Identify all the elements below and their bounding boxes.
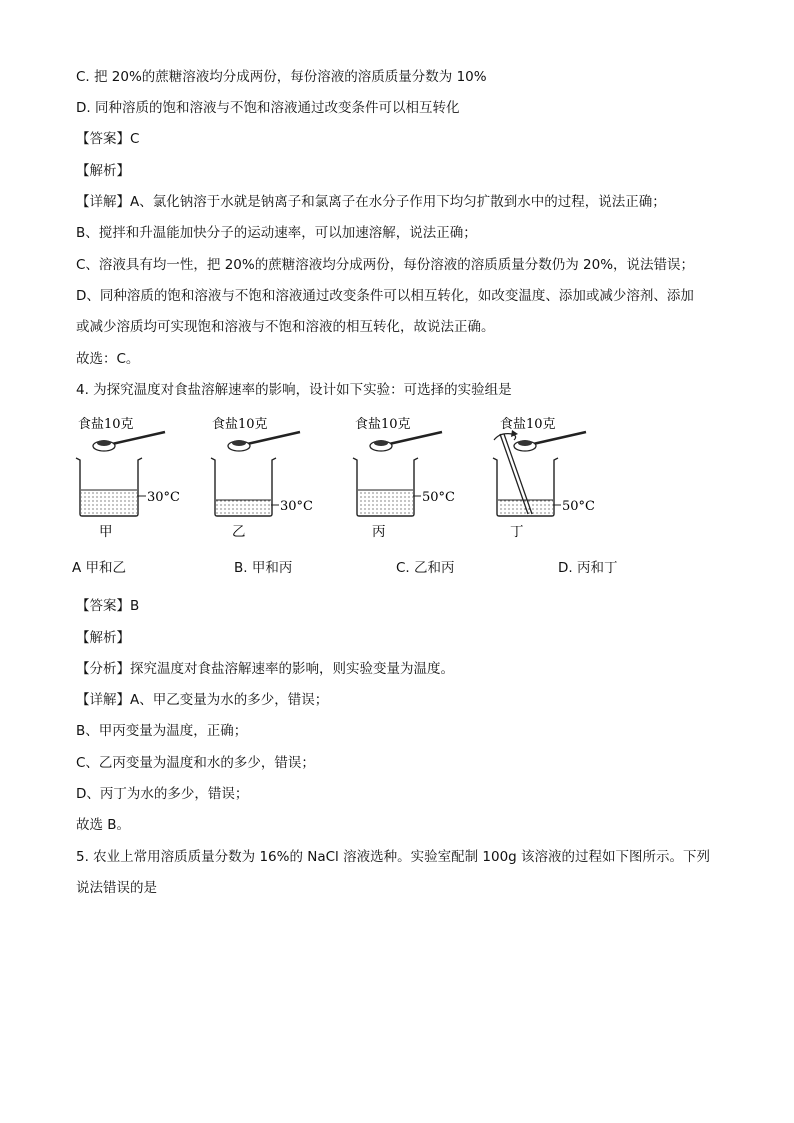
q3-detail-a: 【详解】A、氯化钠溶于水就是钠离子和氯离子在水分子作用下均匀扩散到水中的过程，说法正确；	[76, 194, 666, 210]
q4-fenxi: 【分析】探究温度对食盐溶解速率的影响，则实验变量为温度。	[76, 661, 454, 677]
q4-analysis-heading: 【解析】	[76, 630, 130, 646]
q3-analysis-heading: 【解析】	[76, 163, 130, 179]
q4-option-a: A 甲和乙	[72, 560, 127, 576]
salt-label-ding: 食盐10克	[500, 417, 556, 432]
experiment-figure	[0, 404, 794, 550]
q4-detail-b: B、甲丙变量为温度，正确；	[76, 723, 248, 739]
q3-option-c: C. 把 20%的蔗糖溶液均分成两份，每份溶液的溶质质量分数为 10%	[76, 69, 487, 85]
q3-detail-b: B、搅拌和升温能加快分子的运动速率，可以加速溶解，说法正确；	[76, 225, 477, 241]
q5-stem-line2: 说法错误的是	[76, 880, 157, 896]
salt-label-bing: 食盐10克	[355, 417, 411, 432]
q4-final-choice: 故选 B。	[76, 817, 131, 833]
q3-detail-d-line1: D、同种溶质的饱和溶液与不饱和溶液通过改变条件可以相互转化，如改变温度、添加或减少溶剂、添加	[76, 288, 694, 304]
q4-detail-a: 【详解】A、甲乙变量为水的多少，错误；	[76, 692, 329, 708]
beaker-yi	[211, 416, 313, 540]
q4-detail-c: C、乙丙变量为温度和水的多少，错误；	[76, 755, 315, 771]
beaker-name-bing: 丙	[372, 524, 386, 540]
q4-detail-d: D、丙丁为水的多少，错误；	[76, 786, 249, 802]
q4-option-c: C. 乙和丙	[396, 560, 455, 576]
salt-label-yi: 食盐10克	[212, 417, 268, 432]
q4-option-b: B. 甲和丙	[234, 560, 293, 576]
temp-label-yi: 30°C	[280, 499, 313, 514]
beaker-name-jia: 甲	[99, 524, 113, 540]
q5-stem-line1: 5. 农业上常用溶质质量分数为 16%的 NaCl 溶液选种。实验室配制 100g 该溶液的过程如下图所示。下列	[76, 849, 711, 865]
q4-answer: 【答案】B	[76, 598, 140, 614]
spoon-icon	[514, 432, 586, 451]
beaker-jia	[76, 416, 180, 540]
q3-detail-d-line2: 或减少溶质均可实现饱和溶液与不饱和溶液的相互转化，故说法正确。	[76, 319, 495, 335]
spoon-icon	[93, 432, 165, 451]
spoon-icon	[228, 432, 300, 451]
q3-detail-c: C、溶液具有均一性，把 20%的蔗糖溶液均分成两份，每份溶液的溶质质量分数仍为 20%，说法错误；	[76, 257, 695, 273]
beaker-name-ding: 丁	[510, 524, 524, 540]
beaker-name-yi: 乙	[232, 524, 246, 540]
temp-label-ding: 50°C	[562, 499, 595, 514]
beaker-ding	[493, 416, 595, 540]
q4-stem: 4. 为探究温度对食盐溶解速率的影响，设计如下实验：可选择的实验组是	[76, 382, 512, 398]
q3-answer: 【答案】C	[76, 131, 140, 147]
q4-option-d: D. 丙和丁	[558, 560, 618, 576]
salt-label-jia: 食盐10克	[78, 417, 134, 432]
q3-option-d: D. 同种溶质的饱和溶液与不饱和溶液通过改变条件可以相互转化	[76, 100, 460, 116]
beaker-bing	[353, 416, 455, 540]
temp-label-bing: 50°C	[422, 490, 455, 505]
temp-label-jia: 30°C	[147, 490, 180, 505]
spoon-icon	[370, 432, 442, 451]
q3-final-choice: 故选：C。	[76, 351, 140, 367]
